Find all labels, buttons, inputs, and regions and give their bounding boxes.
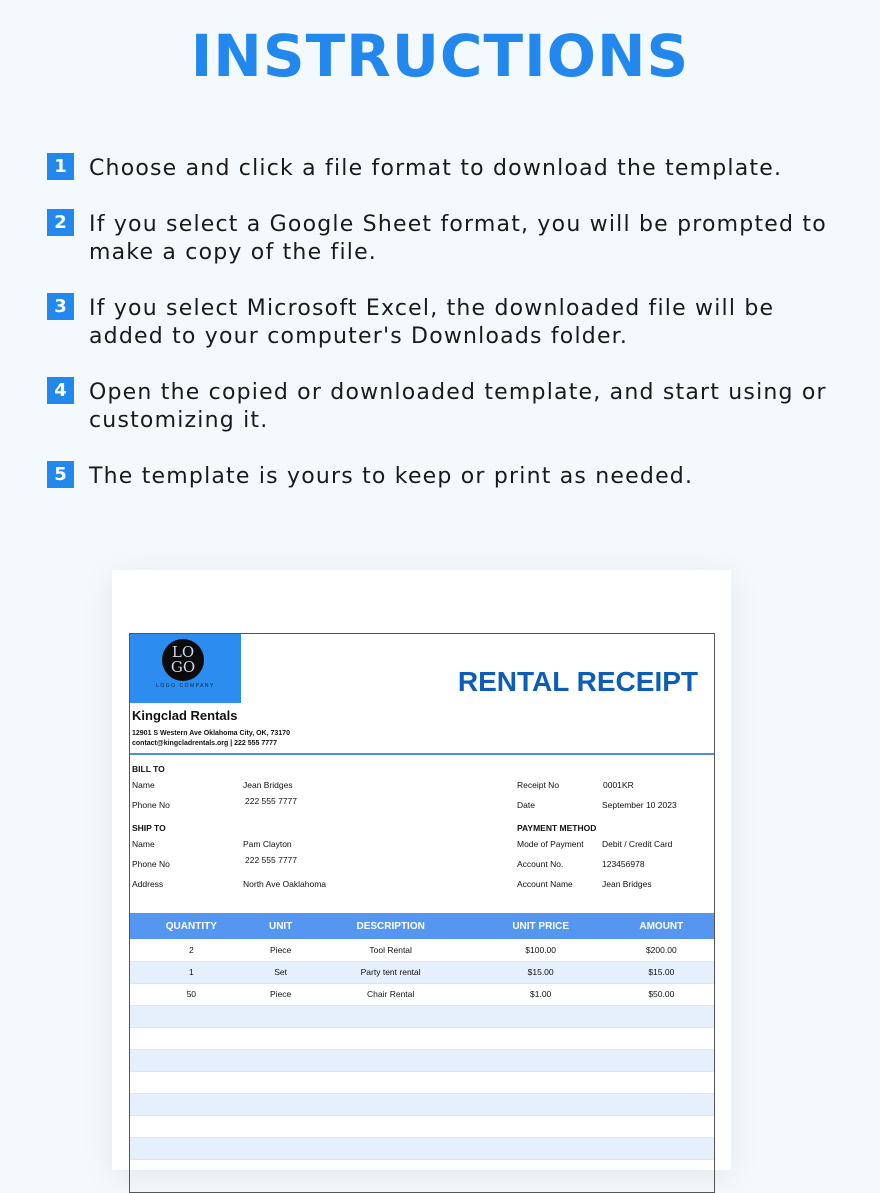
step-text: The template is yours to keep or print as needed. [89,464,694,489]
value: North Ave Oaklahoma [243,879,326,889]
table-row [130,961,714,983]
column-header: UNIT [253,913,309,939]
step-2 [47,211,847,267]
address-line: 12901 S Western Ave Oklahoma City, OK, 73170 [132,730,290,737]
company-address [132,729,290,749]
receipt-preview [112,570,731,1170]
logo [130,634,241,703]
step-number: 4 [47,377,74,404]
bill-to-heading: BILL TO [132,764,165,774]
step-text: Choose and click a file format to download the template. [89,156,783,181]
empty-row [130,1027,714,1049]
column-header: UNIT PRICE [473,913,609,939]
step-number: 1 [47,153,74,180]
value: Pam Clayton [243,839,292,849]
label: Account No. [517,859,564,869]
empty-row [130,1049,714,1071]
value: Jean Bridges [243,780,293,790]
cell: $15.00 [473,961,609,983]
label: Date [517,800,535,810]
label: Receipt No [517,780,560,790]
value: Jean Bridges [602,879,652,889]
step-4 [47,379,847,435]
label: Address [132,879,164,889]
receipt-date: September 10 2023 [602,800,677,810]
table-row [130,983,714,1005]
step-text: Open the copied or downloaded template, and start using or customizing it. [89,380,827,433]
receipt-title: RENTAL RECEIPT [457,666,698,697]
empty-row [130,1071,714,1093]
column-header: QUANTITY [130,913,253,939]
column-header: AMOUNT [609,913,714,939]
step-number: 5 [47,461,74,488]
cell: Set [253,961,309,983]
cell: Chair Rental [309,983,473,1005]
receipt-number: 0001KR [603,780,634,790]
cell: 50 [130,983,253,1005]
empty-row [130,1137,714,1159]
value: Debit / Credit Card [602,839,673,849]
step-text: If you select Microsoft Excel, the downloaded file will be added to your computer's Downloads folder. [89,296,775,349]
empty-row [130,1005,714,1027]
column-header: DESCRIPTION [309,913,473,939]
cell: $15.00 [609,961,714,983]
empty-row [130,1115,714,1137]
label: Name [132,839,155,849]
cell: 1 [130,961,253,983]
receipt-document [129,633,715,1193]
empty-row [130,1093,714,1115]
logo-company: LOGO COMPANY [156,683,215,689]
step-text: If you select a Google Sheet format, you will be prompted to make a copy of the file. [89,212,827,265]
value: 222 555 7777 [245,855,297,865]
logo-circle: LO GO [162,639,204,681]
label: Phone No [132,859,170,869]
table-row [130,939,714,961]
label: Account Name [517,879,573,889]
payment-heading: PAYMENT METHOD [517,823,597,833]
value: 222 555 7777 [245,796,297,806]
cell: Piece [253,939,309,961]
step-number: 3 [47,293,74,320]
cell: Piece [253,983,309,1005]
cell: $100.00 [473,939,609,961]
step-5 [47,463,847,491]
value: 123456978 [602,859,645,869]
cell: Party tent rental [309,961,473,983]
label: Mode of Payment [517,839,584,849]
label: Name [132,780,155,790]
cell: $1.00 [473,983,609,1005]
label: Phone No [132,800,170,810]
divider [130,753,714,755]
cell: Tool Rental [309,939,473,961]
cell: 2 [130,939,253,961]
ship-to-heading: SHIP TO [132,823,166,833]
items-table [130,913,714,1160]
contact-line: contact@kingcladrentals.org | 222 555 7777 [132,740,277,747]
company-name: Kingclad Rentals [132,708,238,723]
page-title: INSTRUCTIONS [190,22,690,90]
cell: $50.00 [609,983,714,1005]
step-3 [47,295,847,351]
step-number: 2 [47,209,74,236]
cell: $200.00 [609,939,714,961]
step-1 [47,155,847,183]
